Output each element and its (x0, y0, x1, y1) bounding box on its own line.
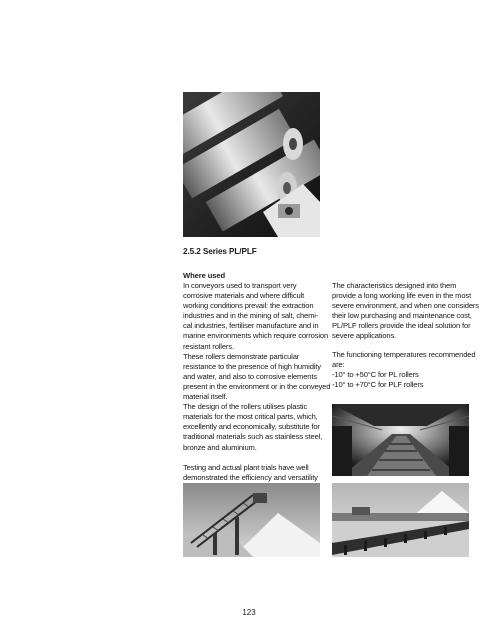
text-line: Testing and actual plant trials have well (183, 462, 309, 472)
text-line: resistance to the presence of high humidity (183, 361, 321, 371)
text-line: materials for the most critical parts, which, (183, 412, 318, 422)
paragraph-gap (332, 342, 470, 350)
section-heading: 2.5.2 Series PL/PLF (183, 247, 257, 256)
text-line: and water, and also to corrosive elements (183, 371, 317, 381)
text-line: The functioning temperatures recommended (332, 349, 476, 359)
section-subheading: Where used (183, 271, 226, 280)
text-line: cal industries, fertiliser manufacture and in (183, 321, 319, 331)
text-line: corrosive materials and where difficult (183, 291, 305, 301)
text-line: severe environment, and when one considers (332, 301, 479, 311)
text-line: working conditions prevail: the extraction (183, 301, 314, 311)
text-line: PL/PLF rollers provide the ideal solution for (332, 321, 471, 331)
text-line: present in the environment or in the conveyed (183, 381, 331, 391)
text-line: bronze and aluminium. (183, 442, 257, 452)
conveyor-tunnel-photo (332, 404, 469, 476)
text-line: The design of the rollers utilises plastic (183, 402, 308, 412)
text-line: -10° to +50°C for PL rollers (332, 369, 419, 379)
right-column (332, 281, 479, 390)
text-line: The characteristics designed into them (332, 281, 457, 290)
text-line: industries and in the mining of salt, chemi- (183, 311, 319, 321)
text-line: provide a long working life even in the most (332, 291, 472, 301)
left-column (183, 281, 331, 493)
roller-photo (183, 92, 320, 237)
text-line: These rollers demonstrate particular (183, 351, 300, 361)
text-line: In conveyors used to transport very (183, 281, 297, 290)
text-line: severe applications. (332, 331, 397, 341)
page-number: 123 (242, 608, 256, 617)
text-line: their low purchasing and maintenance cost, (332, 311, 472, 321)
saltworks-conveyor-photo (332, 483, 469, 557)
text-line: excellently and economically, substitute for (183, 422, 320, 432)
paragraph-gap (183, 453, 320, 463)
text-line: -10° to +70°C for PLF rollers (332, 379, 424, 389)
text-line: material itself. (183, 392, 228, 402)
text-line: resistant rollers. (183, 341, 234, 351)
saltworks-stacker-photo (183, 483, 320, 557)
text-line: demonstrated the efficiency and versatility (183, 472, 318, 482)
text-line: marine environments which require corrosion (183, 331, 329, 341)
text-line: are: (332, 359, 345, 369)
text-line: traditional materials such as stainless steel, (183, 432, 323, 442)
